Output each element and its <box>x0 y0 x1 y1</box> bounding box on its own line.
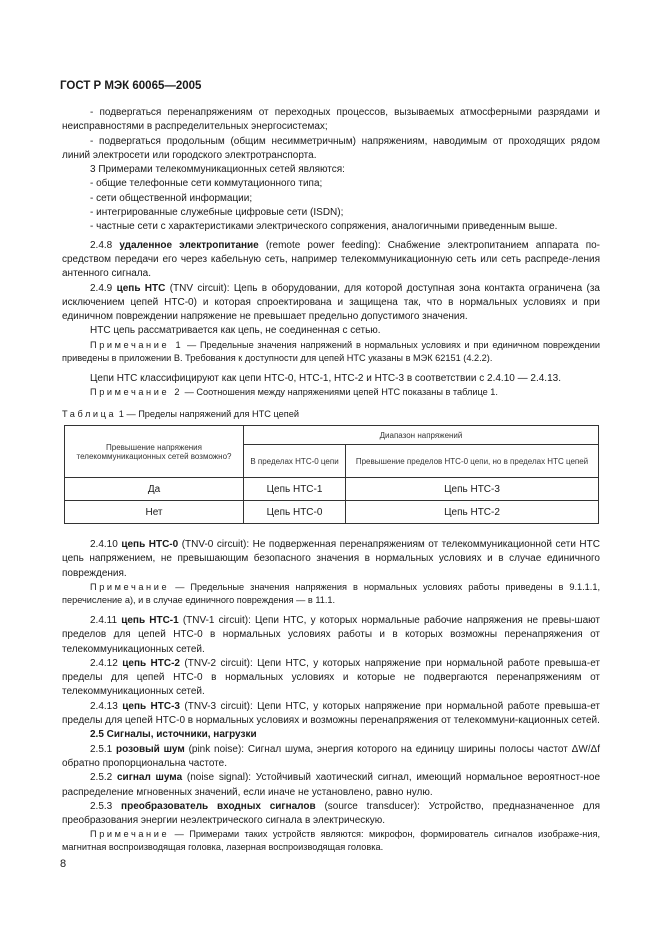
paragraph-tnv-not-mains: НТС цепь рассматривается как цепь, не соединенная с сетью. <box>90 325 381 337</box>
clause-number: 2.4.11 <box>90 614 118 626</box>
section-heading-text: 2.5 Сигналы, источники, нагрузки <box>90 729 257 741</box>
definition-text: (source transducer): Устройство, предназначенное для преобразования энергии неэлектрического сигнала в электрическую. <box>62 800 600 827</box>
table-row <box>65 478 599 501</box>
table-cell: Цепь НТС-3 <box>346 478 599 501</box>
table-caption-label: Таблица <box>62 409 117 420</box>
definition-2-4-10 <box>62 538 600 581</box>
clause-number: 2.4.8 <box>90 239 113 251</box>
table-header-overvoltage: Превышение напряжения телекоммуникационных сетей возможно? <box>65 426 244 478</box>
definition-text: (TNV-1 circuit): Цепи НТС, у которых нормальные рабочие напряжения не превы-шают пределов для цепей НТС-0 в нормальных условиях работы и в которых возможны перенапряжения от телекоммуникационных сетей. <box>62 614 600 655</box>
clause-number: 2.4.13 <box>90 700 118 712</box>
page-number: 8 <box>60 858 67 870</box>
clause-number: 2.4.12 <box>90 657 118 669</box>
definition-text: (TNV-3 circuit): Цепи НТС, у которых напряжение при нормальной работе превыша-ет пределы для цепей НТС-0 в нормальных условиях и возможны перенапряжения от телекоммуни-кационных сетей. <box>62 700 601 727</box>
table-cell: Нет <box>65 501 244 524</box>
paragraph-examples-intro: 3 Примерами телекоммуникационных сетей являются: <box>90 164 345 176</box>
definition-2-5-2 <box>62 771 600 800</box>
note-label: Примечание <box>90 581 170 592</box>
defined-term: цепь НТС <box>116 282 166 294</box>
page-header-title: ГОСТ Р МЭК 60065—2005 <box>60 80 202 92</box>
note-text: — Предельные значения напряжений в нормальных условиях и при единичном повреждении приведены в приложении В. Требования к доступности для цепей НТС указаны в МЭК 62151 (4.2.2). <box>62 339 600 363</box>
definition-text: (TNV-2 circuit): Цепи НТС, у которых напряжение при нормальной работе превыша-ет пределы для цепей НТС-0 в нормальных условиях и которые не подвергаются перенапряжениям от телекоммуникационных сетей. <box>62 657 601 698</box>
note-3 <box>62 581 600 607</box>
clause-number: 2.4.10 <box>90 539 118 551</box>
clause-number: 2.5.1 <box>90 743 113 755</box>
definition-2-4-12 <box>62 657 600 700</box>
defined-term: преобразователь входных сигналов <box>121 800 316 812</box>
table-row <box>65 501 599 524</box>
clause-number: 2.4.9 <box>90 282 113 294</box>
defined-term: сигнал шума <box>116 772 183 784</box>
definition-2-4-8 <box>62 239 600 282</box>
note-4 <box>62 828 600 854</box>
note-1 <box>62 339 600 365</box>
list-item: - интегрированные служебные цифровые сети (ISDN); <box>90 207 344 219</box>
paragraph-surge: - подвергаться перенапряжениям от переходных процессов, вызываемых атмосферными разрядами и неисправностями в распределительных энергосистемах; <box>62 107 600 133</box>
table-cell: Цепь НТС-0 <box>244 501 346 524</box>
note-text: — Примерами таких устройств являются: микрофон, формирователь сигналов изображе-ния, магнитная воспроизводящая головка, лазерная воспроизводящая головка. <box>62 829 600 853</box>
list-item: - частные сети с характеристиками электрического сопряжения, аналогичными приведенным выше. <box>90 221 558 233</box>
table-cell: Цепь НТС-2 <box>346 501 599 524</box>
definition-text: (pink noise): Сигнал шума, энергия которого на единицу ширины полосы частот ΔW/Δf обратно пропорциональна частоте. <box>62 743 600 769</box>
definition-text: (TNV circuit): Цепь в оборудовании, для которой доступная зона контакта ограничена (за исключением цепей НТС-0) и которая спроектирована и защищена так, что в нормальных условиях и при единичном повреждении напряжение не превышает предельно допустимого значения. <box>62 282 600 323</box>
clause-number: 2.5.2 <box>90 772 113 784</box>
table-cell: Да <box>65 478 244 501</box>
paragraph-classification: Цепи НТС классифицируют как цепи НТС-0, НТС-1, НТС-2 и НТС-3 в соответствии с 2.4.10 — 2.4.13. <box>90 372 561 384</box>
defined-term: цепь НТС-2 <box>122 657 180 669</box>
definition-2-5-3 <box>62 800 600 829</box>
clause-number: 2.5.3 <box>90 800 113 812</box>
table-header-exceeding-tnv0: Превышение пределов НТС-0 цепи, но в пределах НТС цепей <box>346 445 599 478</box>
definition-2-4-13 <box>62 700 600 729</box>
definition-text: (TNV-0 circuit): Не подверженная перенапряжениям от телекоммуникационной сети НТС цепь напряжением, не превышающим безопасного значения в нормальных условиях и в случае единичного повреждения. <box>62 539 600 579</box>
note-2 <box>62 386 600 399</box>
definition-2-5-1 <box>62 743 600 772</box>
voltage-limits-table <box>64 425 599 524</box>
table-header-voltage-range: Диапазон напряжений <box>244 426 599 445</box>
paragraph-longitudinal: - подвергаться продольным (общим несимметричным) напряжениям, наводимым от проходящих рядом линий электросети или городского электротранспорта. <box>62 135 600 161</box>
document-body <box>62 106 600 854</box>
defined-term: цепь НТС-1 <box>121 614 179 626</box>
table-caption-text: 1 — Пределы напряжений для НТС цепей <box>118 409 299 420</box>
defined-term: цепь НТС-0 <box>121 539 179 551</box>
list-item: - сети общественной информации; <box>90 192 253 204</box>
section-heading-2-5 <box>62 728 600 742</box>
defined-term: розовый шум <box>116 743 185 755</box>
note-label: Примечание 1 <box>90 339 184 350</box>
note-label: Примечание <box>90 829 170 840</box>
defined-term: удаленное электропитание <box>119 239 259 251</box>
note-label: Примечание 2 <box>90 387 183 398</box>
note-text: — Предельные значения напряжения в нормальных условиях работы приведены в 9.1.1.1, перечисление а), и в случае единичного повреждения — в 11.1. <box>62 581 600 605</box>
table-cell: Цепь НТС-1 <box>244 478 346 501</box>
definition-2-4-11 <box>62 614 600 657</box>
definition-text: (noise signal): Устойчивый хаотический сигнал, имеющий нормальное вероятност-ное распределение мгновенных значений, если иначе не установлено, равно нулю. <box>62 772 601 798</box>
note-text: — Соотношения между напряжениями цепей НТС показаны в таблице 1. <box>184 387 498 398</box>
definition-text: (remote power feeding): Снабжение электропитанием аппарата по-средством передачи его через кабельную сеть, например телекоммуникационную сеть или сеть распреде-ления антенного сигнала. <box>62 239 601 280</box>
defined-term: цепь НТС-3 <box>122 700 180 712</box>
list-item: - общие телефонные сети коммутационного типа; <box>90 178 323 190</box>
table-header-within-tnv0: В пределах НТС-0 цепи <box>244 445 346 478</box>
definition-2-4-9 <box>62 282 600 325</box>
table-caption <box>62 409 600 419</box>
